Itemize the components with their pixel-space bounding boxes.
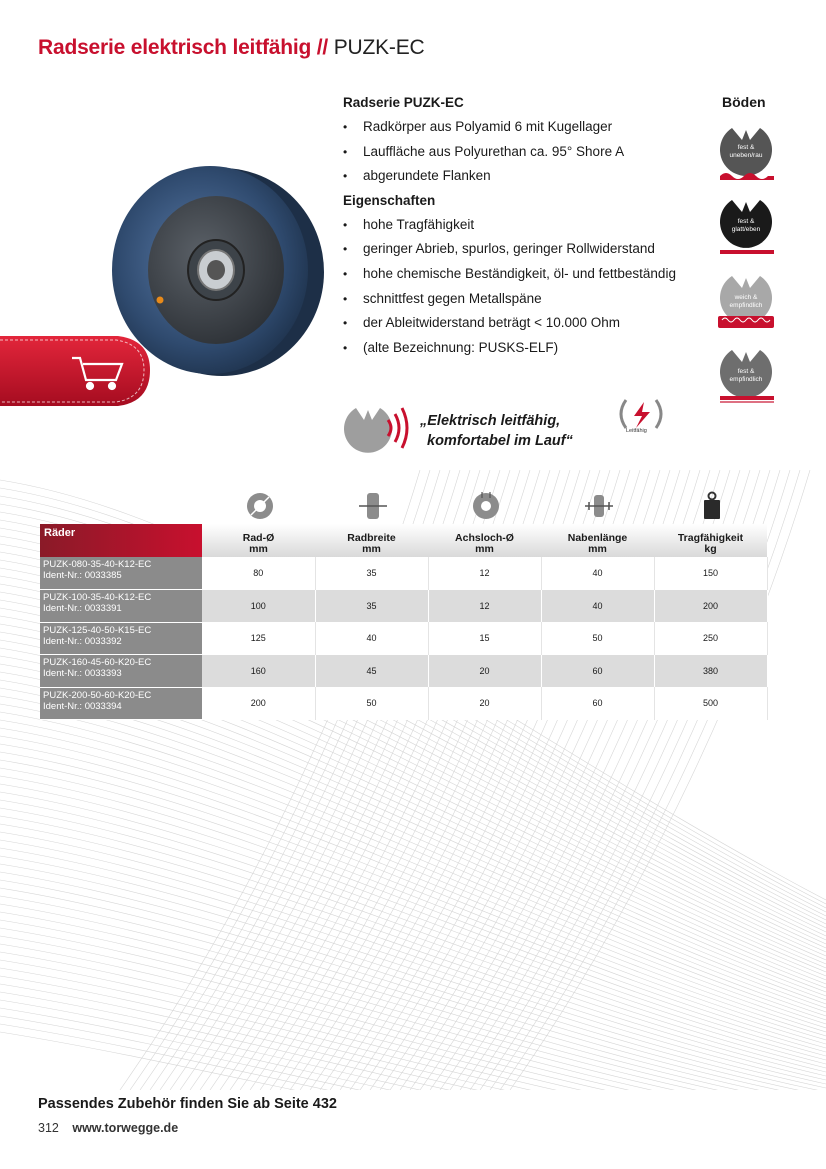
floor-label-line2: glatt/eben	[731, 226, 761, 233]
value-cell: 50	[541, 622, 654, 655]
floor-label-line2: uneben/rau	[729, 152, 763, 159]
column-header: Tragfähigkeit kg	[654, 524, 767, 557]
value-cell: 250	[654, 622, 767, 655]
load-capacity-icon	[696, 490, 728, 522]
value-cell: 200	[202, 687, 315, 720]
list-item: • (alte Bezeichnung: PUSKS-ELF)	[343, 339, 693, 364]
comfort-wheel-icon	[340, 402, 418, 460]
wheel-width-icon	[357, 490, 389, 522]
wheel-diameter-icon	[244, 490, 276, 522]
accessories-note: Passendes Zubehör finden Sie ab Seite 432	[38, 1096, 337, 1112]
list-item: • Radkörper aus Polyamid 6 mit Kugellager	[343, 118, 693, 143]
value-cell: 100	[202, 590, 315, 623]
floor-rough-icon	[716, 122, 776, 184]
floor-smooth-icon	[716, 196, 776, 258]
value-cell: 20	[428, 687, 541, 720]
column-header: Rad-Ø mm	[202, 524, 315, 557]
shopping-cart-ribbon	[0, 330, 160, 410]
conductive-icon	[614, 394, 668, 440]
value-cell: 40	[541, 590, 654, 623]
value-cell: 12	[428, 557, 541, 590]
floor-label-line2: empfindlich	[729, 376, 763, 383]
list-item: • Lauffläche aus Polyurethan ca. 95° Shore A	[343, 143, 693, 168]
value-cell: 500	[654, 687, 767, 720]
value-cell: 60	[541, 687, 654, 720]
floor-soft-icon	[716, 272, 776, 334]
article-cell: PUZK-200-50-60-K20-EC Ident-Nr.: 0033394	[40, 687, 202, 720]
table-row	[40, 655, 767, 688]
column-header: Achsloch-Ø mm	[428, 524, 541, 557]
page-footer	[38, 1121, 178, 1135]
list-item: • der Ableitwiderstand beträgt < 10.000 Ohm	[343, 314, 693, 339]
conductive-label: Leitfähig	[626, 428, 647, 434]
value-cell: 35	[315, 557, 428, 590]
page-number: 312	[38, 1121, 59, 1135]
table-row	[40, 557, 767, 590]
table-row	[40, 687, 767, 720]
title-separator: //	[316, 36, 329, 59]
floors-title: Böden	[722, 94, 766, 110]
series-heading: Radserie PUZK-EC	[343, 95, 464, 110]
claim-line2: komfortabel im Lauf“	[427, 433, 573, 449]
claim-line1: „Elektrisch leitfähig,	[420, 413, 561, 429]
value-cell: 20	[428, 655, 541, 688]
table-header-first: Räder	[40, 524, 202, 557]
value-cell: 80	[202, 557, 315, 590]
title-main: Radserie elektrisch leitfähig	[38, 36, 312, 59]
value-cell: 40	[315, 622, 428, 655]
list-item: • schnittfest gegen Metallspäne	[343, 290, 693, 315]
properties-heading: Eigenschaften	[343, 192, 436, 208]
axle-hole-icon	[470, 490, 502, 522]
list-item: • abgerundete Flanken	[343, 167, 693, 192]
value-cell: 200	[654, 590, 767, 623]
title-code: PUZK-EC	[333, 36, 425, 59]
properties-list	[343, 216, 693, 364]
claim-text	[420, 411, 573, 451]
table-row	[40, 622, 767, 655]
value-cell: 35	[315, 590, 428, 623]
article-cell: PUZK-125-40-50-K15-EC Ident-Nr.: 0033392	[40, 622, 202, 655]
list-item: • hohe Tragfähigkeit	[343, 216, 693, 241]
list-item: • geringer Abrieb, spurlos, geringer Rollwiderstand	[343, 240, 693, 265]
article-cell: PUZK-160-45-60-K20-EC Ident-Nr.: 0033393	[40, 655, 202, 688]
value-cell: 40	[541, 557, 654, 590]
floor-label-line1: fest &	[737, 144, 755, 151]
floor-label-line1: fest &	[737, 368, 755, 375]
hub-length-icon	[583, 490, 615, 522]
column-header: Nabenlänge mm	[541, 524, 654, 557]
value-cell: 125	[202, 622, 315, 655]
table-row	[40, 590, 767, 623]
floor-label-line1: weich &	[734, 294, 758, 301]
series-list	[343, 118, 693, 192]
value-cell: 60	[541, 655, 654, 688]
floor-label-line2: empfindlich	[729, 302, 763, 309]
value-cell: 12	[428, 590, 541, 623]
column-header: Radbreite mm	[315, 524, 428, 557]
website-link[interactable]: www.torwegge.de	[72, 1121, 179, 1135]
floor-sensitive-icon	[716, 346, 776, 408]
article-cell: PUZK-100-35-40-K12-EC Ident-Nr.: 0033391	[40, 590, 202, 623]
value-cell: 160	[202, 655, 315, 688]
table-header-row	[40, 524, 767, 557]
list-item: • hohe chemische Beständigkeit, öl- und fettbeständig	[343, 265, 693, 290]
value-cell: 50	[315, 687, 428, 720]
wheel-table	[40, 524, 768, 720]
value-cell: 15	[428, 622, 541, 655]
article-cell: PUZK-080-35-40-K12-EC Ident-Nr.: 0033385	[40, 557, 202, 590]
value-cell: 380	[654, 655, 767, 688]
page-title	[38, 36, 425, 60]
floor-label-line1: fest &	[737, 218, 755, 225]
product-spec	[343, 94, 693, 363]
value-cell: 45	[315, 655, 428, 688]
value-cell: 150	[654, 557, 767, 590]
